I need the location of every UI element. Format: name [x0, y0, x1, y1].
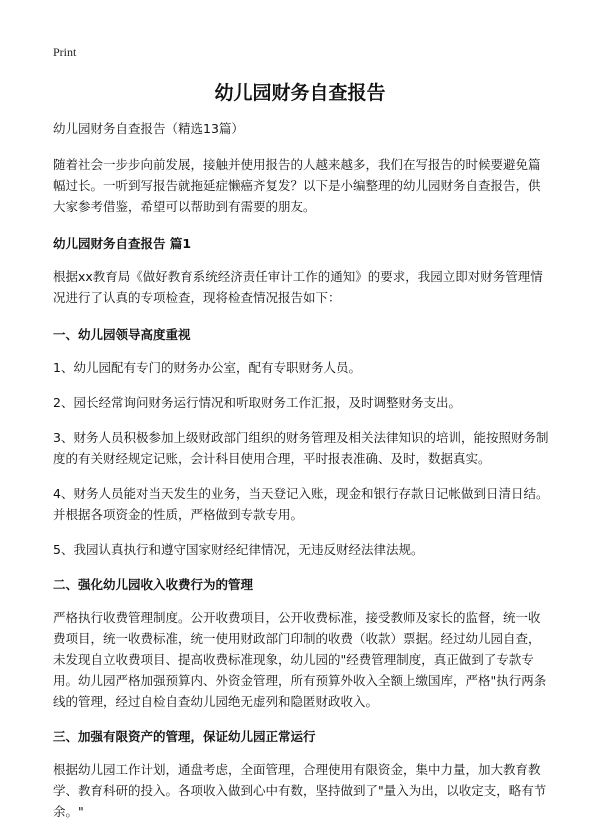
intro-paragraph: 随着社会一步步向前发展，接触并使用报告的人越来越多，我们在写报告的时候要避免篇幅过长。一听到写报告就拖延症懒癌齐复发？以下是小编整理的幼儿园财务自查报告，供大家参考借鉴，希望可以帮助到有需要的朋友。 — [53, 157, 541, 214]
document-title: 幼儿园财务自查报告 — [214, 82, 386, 104]
document-subtitle: 幼儿园财务自查报告（精选13篇） — [53, 121, 244, 136]
article-intro-paragraph: 根据xx教育局《做好教育系统经济责任审计工作的通知》的要求，我园立即对财务管理情况进行了认真的专项检查，现将检查情况报告如下： — [53, 269, 543, 305]
list-item: 2、园长经常询问财务运行情况和听取财务工作汇报，及时调整财务支出。 — [53, 395, 461, 410]
article-heading: 幼儿园财务自查报告 篇1 — [53, 236, 192, 251]
list-item: 1、幼儿园配有专门的财务办公室，配有专职财务人员。 — [53, 360, 361, 375]
print-label: Print — [53, 45, 77, 59]
section-heading-1: 一、幼儿园领导高度重视 — [53, 327, 191, 342]
section-paragraph: 严格执行收费管理制度。公开收费项目，公开收费标准，接受教师及家长的监督，统一收费项目，统一收费标准，统一使用财政部门印制的收费（收款）票据。经过幼儿园自查，未发现自立收费项目、提高收费标准现象，幼儿园的"经费管理制度，真正做到了专款专用。幼儿园严格加强预算内、外资金管理，所有预算外收入全额上缴国库，严格"执行两条线的管理，经过自检自查幼儿园绝无虚列和隐匿财政收入。 — [53, 610, 547, 709]
list-item: 5、我园认真执行和遵守国家财经纪律情况，无违反财经法律法规。 — [53, 542, 424, 557]
section-paragraph: 根据幼儿园工作计划，通盘考虑，全面管理，合理使用有限资金，集中力量，加大教育教学、教育科研的投入。各项收入做到心中有数，坚持做到了"量入为出，以收定支，略有节余。" — [53, 762, 547, 819]
document-body — [53, 118, 551, 836]
list-item: 4、财务人员能对当天发生的业务，当天登记入账，现金和银行存款日记帐做到日清日结。并根据各项资金的性质，严格做到专款专用。 — [53, 486, 549, 522]
list-item: 3、财务人员积极参加上级财政部门组织的财务管理及相关法律知识的培训，能按照财务制度的有关财经规定记账，会计科目使用合理，平时报表准确、及时，数据真实。 — [53, 430, 549, 466]
section-heading-3: 三、加强有限资产的管理，保证幼儿园正常运行 — [53, 729, 316, 744]
section-heading-2: 二、强化幼儿园收入收费行为的管理 — [53, 577, 254, 592]
